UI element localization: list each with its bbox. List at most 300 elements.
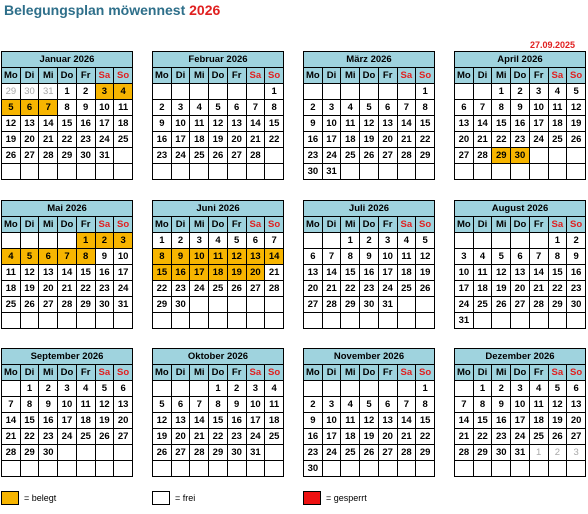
day-cell[interactable]: 27	[39, 297, 58, 313]
day-cell[interactable]: 14	[473, 116, 492, 132]
day-cell[interactable]: 3	[114, 233, 133, 249]
day-cell[interactable]: 10	[322, 413, 341, 429]
day-cell[interactable]: 19	[20, 281, 39, 297]
day-cell[interactable]: 4	[341, 100, 360, 116]
day-cell[interactable]: 12	[209, 116, 228, 132]
day-cell[interactable]: 21	[529, 281, 548, 297]
day-cell[interactable]: 5	[416, 233, 435, 249]
day-cell[interactable]: 29	[58, 148, 77, 164]
day-cell[interactable]: 12	[2, 116, 21, 132]
day-cell[interactable]: 6	[20, 100, 39, 116]
day-cell[interactable]: 1	[20, 381, 39, 397]
day-cell[interactable]: 5	[153, 397, 172, 413]
day-cell[interactable]: 23	[95, 281, 114, 297]
day-cell[interactable]: 28	[265, 281, 284, 297]
day-cell[interactable]: 3	[190, 233, 209, 249]
day-cell[interactable]: 31	[511, 445, 530, 461]
day-cell[interactable]: 22	[416, 429, 435, 445]
day-cell[interactable]: 16	[76, 116, 95, 132]
day-cell[interactable]: 24	[511, 429, 530, 445]
day-cell[interactable]: 22	[492, 132, 511, 148]
day-cell[interactable]: 7	[397, 397, 416, 413]
day-cell[interactable]: 28	[246, 148, 265, 164]
day-cell[interactable]: 18	[265, 413, 284, 429]
day-cell[interactable]: 21	[39, 132, 58, 148]
day-cell[interactable]: 8	[265, 100, 284, 116]
day-cell[interactable]: 11	[548, 100, 567, 116]
day-cell[interactable]: 22	[153, 281, 172, 297]
day-cell[interactable]: 20	[378, 429, 397, 445]
day-cell[interactable]: 10	[246, 397, 265, 413]
day-cell[interactable]: 22	[473, 429, 492, 445]
day-cell[interactable]: 6	[511, 249, 530, 265]
day-cell[interactable]: 12	[492, 265, 511, 281]
day-cell[interactable]: 30	[304, 164, 323, 180]
day-cell[interactable]: 3	[95, 84, 114, 100]
day-cell[interactable]: 23	[567, 281, 586, 297]
day-cell[interactable]: 8	[473, 397, 492, 413]
day-cell[interactable]: 7	[322, 249, 341, 265]
day-cell[interactable]: 2	[171, 233, 190, 249]
day-cell[interactable]: 6	[378, 397, 397, 413]
day-cell[interactable]: 4	[341, 397, 360, 413]
day-cell[interactable]: 11	[114, 100, 133, 116]
day-cell[interactable]: 6	[567, 381, 586, 397]
day-cell[interactable]: 6	[378, 100, 397, 116]
day-cell[interactable]: 21	[322, 281, 341, 297]
day-cell[interactable]: 3	[511, 381, 530, 397]
day-cell[interactable]: 23	[304, 148, 323, 164]
day-cell[interactable]: 25	[548, 132, 567, 148]
day-cell[interactable]: 17	[529, 116, 548, 132]
day-cell[interactable]: 21	[473, 132, 492, 148]
day-cell[interactable]: 25	[397, 281, 416, 297]
day-cell[interactable]: 22	[209, 429, 228, 445]
day-cell[interactable]: 25	[265, 429, 284, 445]
day-cell[interactable]: 31	[378, 297, 397, 313]
day-cell[interactable]: 27	[171, 445, 190, 461]
day-cell[interactable]: 6	[171, 397, 190, 413]
day-cell[interactable]: 10	[58, 397, 77, 413]
day-cell[interactable]: 30	[304, 461, 323, 477]
day-cell[interactable]: 17	[58, 413, 77, 429]
day-cell[interactable]: 19	[95, 413, 114, 429]
day-cell[interactable]: 29	[20, 445, 39, 461]
day-cell[interactable]: 5	[227, 233, 246, 249]
day-cell[interactable]: 24	[190, 281, 209, 297]
day-cell[interactable]: 16	[39, 413, 58, 429]
day-cell[interactable]: 1	[416, 381, 435, 397]
day-cell[interactable]: 23	[171, 281, 190, 297]
day-cell[interactable]: 26	[492, 297, 511, 313]
day-cell[interactable]: 15	[416, 413, 435, 429]
day-cell[interactable]: 16	[567, 265, 586, 281]
day-cell[interactable]: 19	[227, 265, 246, 281]
day-cell[interactable]: 5	[95, 381, 114, 397]
day-cell[interactable]: 20	[304, 281, 323, 297]
day-cell[interactable]: 29	[473, 445, 492, 461]
day-cell[interactable]: 7	[265, 233, 284, 249]
day-cell[interactable]: 3	[171, 100, 190, 116]
day-cell[interactable]: 15	[76, 265, 95, 281]
day-cell[interactable]: 19	[360, 132, 379, 148]
day-cell[interactable]: 14	[397, 116, 416, 132]
day-cell[interactable]: 3	[322, 397, 341, 413]
day-cell[interactable]: 25	[2, 297, 21, 313]
day-cell[interactable]: 12	[360, 413, 379, 429]
day-cell[interactable]: 17	[246, 413, 265, 429]
day-cell[interactable]: 29	[209, 445, 228, 461]
day-cell[interactable]: 30	[360, 297, 379, 313]
day-cell[interactable]: 17	[114, 265, 133, 281]
day-cell[interactable]: 9	[304, 413, 323, 429]
day-cell[interactable]: 25	[473, 297, 492, 313]
day-cell[interactable]: 24	[322, 445, 341, 461]
day-cell[interactable]: 12	[95, 397, 114, 413]
day-cell[interactable]: 18	[397, 265, 416, 281]
day-cell[interactable]: 19	[416, 265, 435, 281]
day-cell[interactable]: 28	[529, 297, 548, 313]
day-cell[interactable]: 1	[58, 84, 77, 100]
day-cell[interactable]: 17	[511, 413, 530, 429]
day-cell[interactable]: 25	[190, 148, 209, 164]
day-cell[interactable]: 18	[209, 265, 228, 281]
day-cell[interactable]: 13	[171, 413, 190, 429]
day-cell[interactable]: 5	[20, 249, 39, 265]
day-cell[interactable]: 24	[171, 148, 190, 164]
day-cell[interactable]: 7	[190, 397, 209, 413]
day-cell[interactable]: 3	[246, 381, 265, 397]
day-cell[interactable]: 29	[76, 297, 95, 313]
day-cell[interactable]: 1	[153, 233, 172, 249]
day-cell[interactable]: 2	[567, 233, 586, 249]
day-cell[interactable]: 10	[322, 116, 341, 132]
day-cell[interactable]: 2	[360, 233, 379, 249]
day-cell[interactable]: 2	[492, 381, 511, 397]
day-cell[interactable]: 1	[265, 84, 284, 100]
day-cell[interactable]: 18	[2, 281, 21, 297]
day-cell[interactable]: 7	[39, 100, 58, 116]
day-cell[interactable]: 28	[322, 297, 341, 313]
day-cell[interactable]: 30	[76, 148, 95, 164]
day-cell[interactable]: 9	[153, 116, 172, 132]
day-cell[interactable]: 26	[2, 148, 21, 164]
day-cell[interactable]: 12	[227, 249, 246, 265]
day-cell[interactable]: 2	[304, 100, 323, 116]
day-cell[interactable]: 9	[304, 116, 323, 132]
day-cell[interactable]: 8	[76, 249, 95, 265]
day-cell[interactable]: 8	[153, 249, 172, 265]
day-cell[interactable]: 21	[265, 265, 284, 281]
day-cell[interactable]: 1	[341, 233, 360, 249]
day-cell[interactable]: 24	[455, 297, 474, 313]
day-cell[interactable]: 21	[190, 429, 209, 445]
day-cell[interactable]: 13	[304, 265, 323, 281]
day-cell[interactable]: 14	[455, 413, 474, 429]
day-cell[interactable]: 17	[378, 265, 397, 281]
day-cell[interactable]: 31	[246, 445, 265, 461]
day-cell[interactable]: 11	[473, 265, 492, 281]
day-cell[interactable]: 11	[2, 265, 21, 281]
day-cell[interactable]: 27	[227, 148, 246, 164]
day-cell[interactable]: 2	[304, 397, 323, 413]
day-cell[interactable]: 7	[529, 249, 548, 265]
day-cell[interactable]: 3	[529, 84, 548, 100]
day-cell[interactable]: 5	[492, 249, 511, 265]
day-cell[interactable]: 3	[378, 233, 397, 249]
day-cell[interactable]: 13	[39, 265, 58, 281]
day-cell[interactable]: 30	[567, 297, 586, 313]
day-cell[interactable]: 11	[341, 413, 360, 429]
day-cell[interactable]: 29	[416, 445, 435, 461]
day-cell[interactable]: 31	[455, 313, 474, 329]
day-cell[interactable]: 16	[360, 265, 379, 281]
day-cell[interactable]: 30	[171, 297, 190, 313]
day-cell[interactable]: 2	[548, 445, 567, 461]
day-cell[interactable]: 2	[153, 100, 172, 116]
day-cell[interactable]: 28	[473, 148, 492, 164]
day-cell[interactable]: 20	[39, 281, 58, 297]
day-cell[interactable]: 19	[153, 429, 172, 445]
day-cell[interactable]: 4	[2, 249, 21, 265]
day-cell[interactable]: 16	[171, 265, 190, 281]
day-cell[interactable]: 20	[227, 132, 246, 148]
day-cell[interactable]: 17	[95, 116, 114, 132]
day-cell[interactable]: 31	[114, 297, 133, 313]
day-cell[interactable]: 10	[171, 116, 190, 132]
day-cell[interactable]: 27	[246, 281, 265, 297]
day-cell[interactable]: 29	[341, 297, 360, 313]
day-cell[interactable]: 6	[304, 249, 323, 265]
day-cell[interactable]: 31	[322, 164, 341, 180]
day-cell[interactable]: 8	[20, 397, 39, 413]
day-cell[interactable]: 10	[511, 397, 530, 413]
day-cell[interactable]: 21	[397, 132, 416, 148]
day-cell[interactable]: 26	[360, 445, 379, 461]
day-cell[interactable]: 14	[190, 413, 209, 429]
day-cell[interactable]: 3	[322, 100, 341, 116]
day-cell[interactable]: 10	[190, 249, 209, 265]
day-cell[interactable]: 16	[304, 429, 323, 445]
day-cell[interactable]: 17	[322, 132, 341, 148]
day-cell[interactable]: 19	[360, 429, 379, 445]
day-cell[interactable]: 10	[378, 249, 397, 265]
day-cell[interactable]: 18	[114, 116, 133, 132]
day-cell[interactable]: 8	[416, 100, 435, 116]
day-cell[interactable]: 25	[341, 148, 360, 164]
day-cell[interactable]: 6	[246, 233, 265, 249]
day-cell[interactable]: 14	[265, 249, 284, 265]
day-cell[interactable]: 16	[511, 116, 530, 132]
day-cell[interactable]: 25	[529, 429, 548, 445]
day-cell[interactable]: 12	[567, 100, 586, 116]
day-cell[interactable]: 20	[171, 429, 190, 445]
day-cell[interactable]: 12	[20, 265, 39, 281]
day-cell[interactable]: 7	[246, 100, 265, 116]
day-cell[interactable]: 25	[341, 445, 360, 461]
day-cell[interactable]: 24	[246, 429, 265, 445]
day-cell[interactable]: 3	[455, 249, 474, 265]
day-cell[interactable]: 15	[416, 116, 435, 132]
day-cell[interactable]: 10	[455, 265, 474, 281]
day-cell[interactable]: 21	[246, 132, 265, 148]
day-cell[interactable]: 13	[567, 397, 586, 413]
day-cell[interactable]: 18	[190, 132, 209, 148]
day-cell[interactable]: 29	[492, 148, 511, 164]
day-cell[interactable]: 13	[378, 116, 397, 132]
day-cell[interactable]: 13	[511, 265, 530, 281]
day-cell[interactable]: 1	[76, 233, 95, 249]
day-cell[interactable]: 23	[360, 281, 379, 297]
day-cell[interactable]: 22	[76, 281, 95, 297]
day-cell[interactable]: 20	[511, 281, 530, 297]
day-cell[interactable]: 7	[397, 100, 416, 116]
day-cell[interactable]: 23	[153, 148, 172, 164]
day-cell[interactable]: 22	[341, 281, 360, 297]
day-cell[interactable]: 29	[416, 148, 435, 164]
day-cell[interactable]: 1	[209, 381, 228, 397]
day-cell[interactable]: 13	[20, 116, 39, 132]
day-cell[interactable]: 18	[341, 429, 360, 445]
day-cell[interactable]: 31	[95, 148, 114, 164]
day-cell[interactable]: 20	[567, 413, 586, 429]
day-cell[interactable]: 8	[58, 100, 77, 116]
day-cell[interactable]: 17	[455, 281, 474, 297]
day-cell[interactable]: 28	[39, 148, 58, 164]
day-cell[interactable]: 10	[529, 100, 548, 116]
day-cell[interactable]: 29	[153, 297, 172, 313]
day-cell[interactable]: 12	[153, 413, 172, 429]
day-cell[interactable]: 18	[76, 413, 95, 429]
day-cell[interactable]: 9	[567, 249, 586, 265]
day-cell[interactable]: 5	[567, 84, 586, 100]
day-cell[interactable]: 5	[360, 397, 379, 413]
day-cell[interactable]: 27	[304, 297, 323, 313]
day-cell[interactable]: 5	[2, 100, 21, 116]
day-cell[interactable]: 21	[455, 429, 474, 445]
day-cell[interactable]: 11	[341, 116, 360, 132]
day-cell[interactable]: 2	[95, 233, 114, 249]
day-cell[interactable]: 26	[209, 148, 228, 164]
day-cell[interactable]: 24	[322, 148, 341, 164]
day-cell[interactable]: 31	[39, 84, 58, 100]
day-cell[interactable]: 4	[397, 233, 416, 249]
day-cell[interactable]: 12	[416, 249, 435, 265]
day-cell[interactable]: 10	[95, 100, 114, 116]
day-cell[interactable]: 4	[209, 233, 228, 249]
day-cell[interactable]: 13	[114, 397, 133, 413]
day-cell[interactable]: 16	[304, 132, 323, 148]
day-cell[interactable]: 22	[548, 281, 567, 297]
day-cell[interactable]: 12	[548, 397, 567, 413]
day-cell[interactable]: 9	[95, 249, 114, 265]
day-cell[interactable]: 23	[227, 429, 246, 445]
day-cell[interactable]: 28	[190, 445, 209, 461]
day-cell[interactable]: 29	[2, 84, 21, 100]
day-cell[interactable]: 29	[548, 297, 567, 313]
day-cell[interactable]: 15	[20, 413, 39, 429]
day-cell[interactable]: 25	[76, 429, 95, 445]
day-cell[interactable]: 26	[227, 281, 246, 297]
day-cell[interactable]: 26	[153, 445, 172, 461]
day-cell[interactable]: 18	[529, 413, 548, 429]
day-cell[interactable]: 1	[416, 84, 435, 100]
day-cell[interactable]: 23	[304, 445, 323, 461]
day-cell[interactable]: 2	[76, 84, 95, 100]
day-cell[interactable]: 22	[58, 132, 77, 148]
day-cell[interactable]: 18	[473, 281, 492, 297]
day-cell[interactable]: 15	[492, 116, 511, 132]
day-cell[interactable]: 22	[416, 132, 435, 148]
day-cell[interactable]: 17	[171, 132, 190, 148]
day-cell[interactable]: 8	[548, 249, 567, 265]
day-cell[interactable]: 25	[209, 281, 228, 297]
day-cell[interactable]: 4	[529, 381, 548, 397]
day-cell[interactable]: 1	[548, 233, 567, 249]
day-cell[interactable]: 13	[455, 116, 474, 132]
day-cell[interactable]: 15	[548, 265, 567, 281]
day-cell[interactable]: 1	[529, 445, 548, 461]
day-cell[interactable]: 2	[511, 84, 530, 100]
day-cell[interactable]: 19	[548, 413, 567, 429]
day-cell[interactable]: 24	[95, 132, 114, 148]
day-cell[interactable]: 20	[455, 132, 474, 148]
day-cell[interactable]: 14	[246, 116, 265, 132]
day-cell[interactable]: 30	[39, 445, 58, 461]
day-cell[interactable]: 9	[171, 249, 190, 265]
day-cell[interactable]: 28	[397, 445, 416, 461]
day-cell[interactable]: 21	[58, 281, 77, 297]
day-cell[interactable]: 18	[341, 132, 360, 148]
day-cell[interactable]: 23	[492, 429, 511, 445]
day-cell[interactable]: 5	[209, 100, 228, 116]
day-cell[interactable]: 22	[265, 132, 284, 148]
day-cell[interactable]: 4	[265, 381, 284, 397]
day-cell[interactable]: 8	[416, 397, 435, 413]
day-cell[interactable]: 23	[76, 132, 95, 148]
day-cell[interactable]: 2	[39, 381, 58, 397]
day-cell[interactable]: 11	[529, 397, 548, 413]
day-cell[interactable]: 16	[492, 413, 511, 429]
day-cell[interactable]: 30	[20, 84, 39, 100]
day-cell[interactable]: 13	[378, 413, 397, 429]
day-cell[interactable]: 27	[378, 445, 397, 461]
day-cell[interactable]: 15	[209, 413, 228, 429]
day-cell[interactable]: 16	[153, 132, 172, 148]
day-cell[interactable]: 30	[95, 297, 114, 313]
day-cell[interactable]: 16	[95, 265, 114, 281]
day-cell[interactable]: 21	[2, 429, 21, 445]
day-cell[interactable]: 7	[2, 397, 21, 413]
day-cell[interactable]: 24	[529, 132, 548, 148]
day-cell[interactable]: 28	[2, 445, 21, 461]
day-cell[interactable]: 26	[95, 429, 114, 445]
day-cell[interactable]: 13	[246, 249, 265, 265]
day-cell[interactable]: 23	[511, 132, 530, 148]
day-cell[interactable]: 4	[548, 84, 567, 100]
day-cell[interactable]: 25	[114, 132, 133, 148]
day-cell[interactable]: 26	[548, 429, 567, 445]
day-cell[interactable]: 11	[190, 116, 209, 132]
day-cell[interactable]: 8	[209, 397, 228, 413]
day-cell[interactable]: 27	[114, 429, 133, 445]
day-cell[interactable]: 5	[548, 381, 567, 397]
day-cell[interactable]: 19	[567, 116, 586, 132]
day-cell[interactable]: 6	[455, 100, 474, 116]
day-cell[interactable]: 20	[114, 413, 133, 429]
day-cell[interactable]: 15	[473, 413, 492, 429]
day-cell[interactable]: 26	[360, 148, 379, 164]
